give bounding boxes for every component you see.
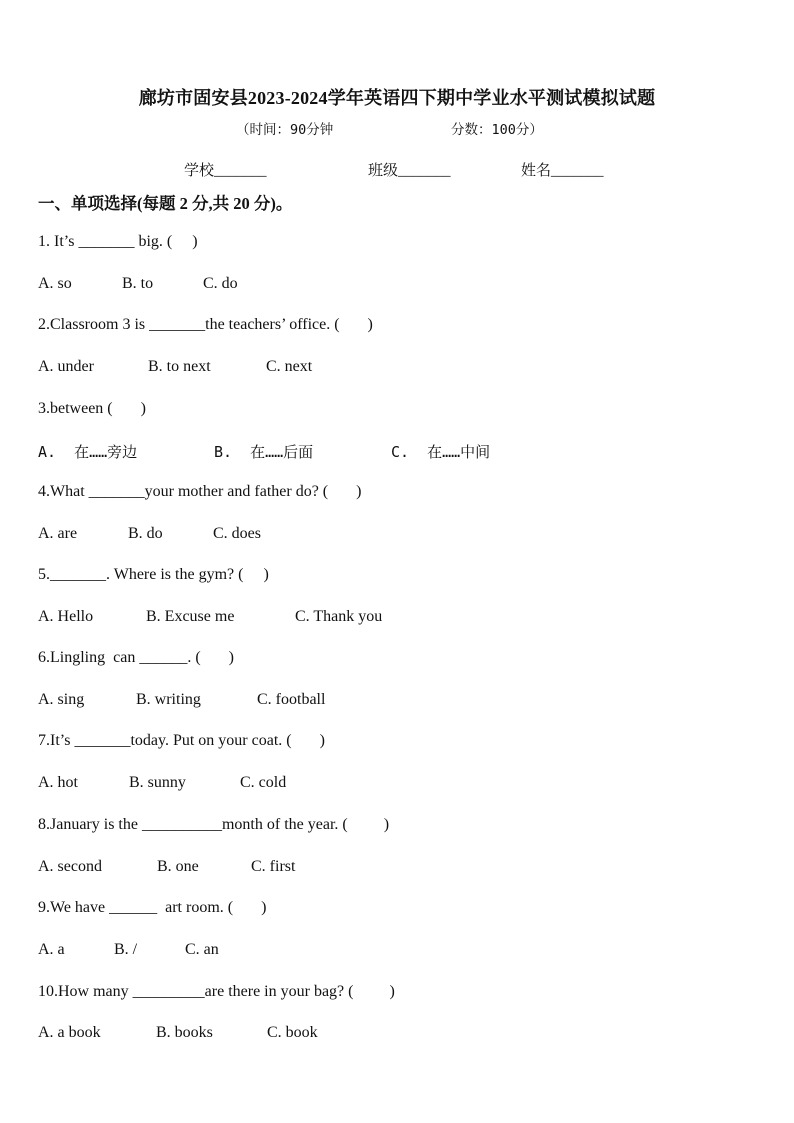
option-c: C. first [251, 858, 296, 875]
question-stem: 8.January is the __________month of the year. ( ) [38, 816, 390, 833]
option-b: B. to next [148, 358, 211, 375]
option-b: B. / [114, 941, 138, 958]
option-a: A. a [38, 941, 65, 958]
option-b: B. do [128, 525, 163, 542]
option-c: C. does [213, 525, 261, 542]
option-a: A. so [38, 275, 72, 292]
option-b: B. 在……后面 [214, 443, 314, 461]
option-b: B. Excuse me [146, 608, 235, 625]
option-a: A. second [38, 858, 102, 875]
option-b: B. sunny [129, 774, 186, 791]
option-c: C. next [266, 358, 313, 375]
section-heading: 一、单项选择(每题 2 分,共 20 分)。 [38, 194, 293, 213]
option-c: C. book [267, 1024, 318, 1041]
question-stem: 4.What _______your mother and father do? ( ) [38, 483, 362, 500]
question-stem: 3.between ( ) [38, 400, 146, 417]
option-a: A. 在……旁边 [38, 443, 138, 461]
option-c: C. 在……中间 [391, 443, 491, 461]
exam-time: （时间：90分钟 [236, 122, 334, 138]
exam-title: 廊坊市固安县2023-2024学年英语四下期中学业水平测试模拟试题 [138, 88, 656, 108]
question-stem: 5._______. Where is the gym? ( ) [38, 566, 269, 583]
option-a: A. under [38, 358, 94, 375]
option-b: B. writing [136, 691, 201, 708]
option-c: C. Thank you [295, 608, 383, 625]
school-field: 学校_______ [184, 163, 267, 179]
class-field: 班级_______ [368, 163, 451, 179]
option-c: C. do [203, 275, 238, 292]
option-a: A. sing [38, 691, 85, 708]
option-a: A. a book [38, 1024, 101, 1041]
option-c: C. football [257, 691, 326, 708]
option-a: A. are [38, 525, 78, 542]
option-b: B. to [122, 275, 154, 292]
question-stem: 2.Classroom 3 is _______the teachers’ office. ( ) [38, 316, 373, 333]
question-stem: 6.Lingling can ______. ( ) [38, 649, 234, 666]
question-stem: 1. It’s _______ big. ( ) [38, 233, 198, 250]
question-stem: 7.It’s _______today. Put on your coat. ( ) [38, 732, 325, 749]
option-a: A. Hello [38, 608, 94, 625]
option-c: C. an [185, 941, 219, 958]
exam-score: 分数：100分） [451, 122, 543, 138]
option-b: B. books [156, 1024, 213, 1041]
question-stem: 9.We have ______ art room. ( ) [38, 899, 267, 916]
option-a: A. hot [38, 774, 78, 791]
name-field: 姓名_______ [521, 163, 604, 179]
option-b: B. one [157, 858, 199, 875]
question-stem: 10.How many _________are there in your bag? ( ) [38, 983, 395, 1000]
option-c: C. cold [240, 774, 287, 791]
